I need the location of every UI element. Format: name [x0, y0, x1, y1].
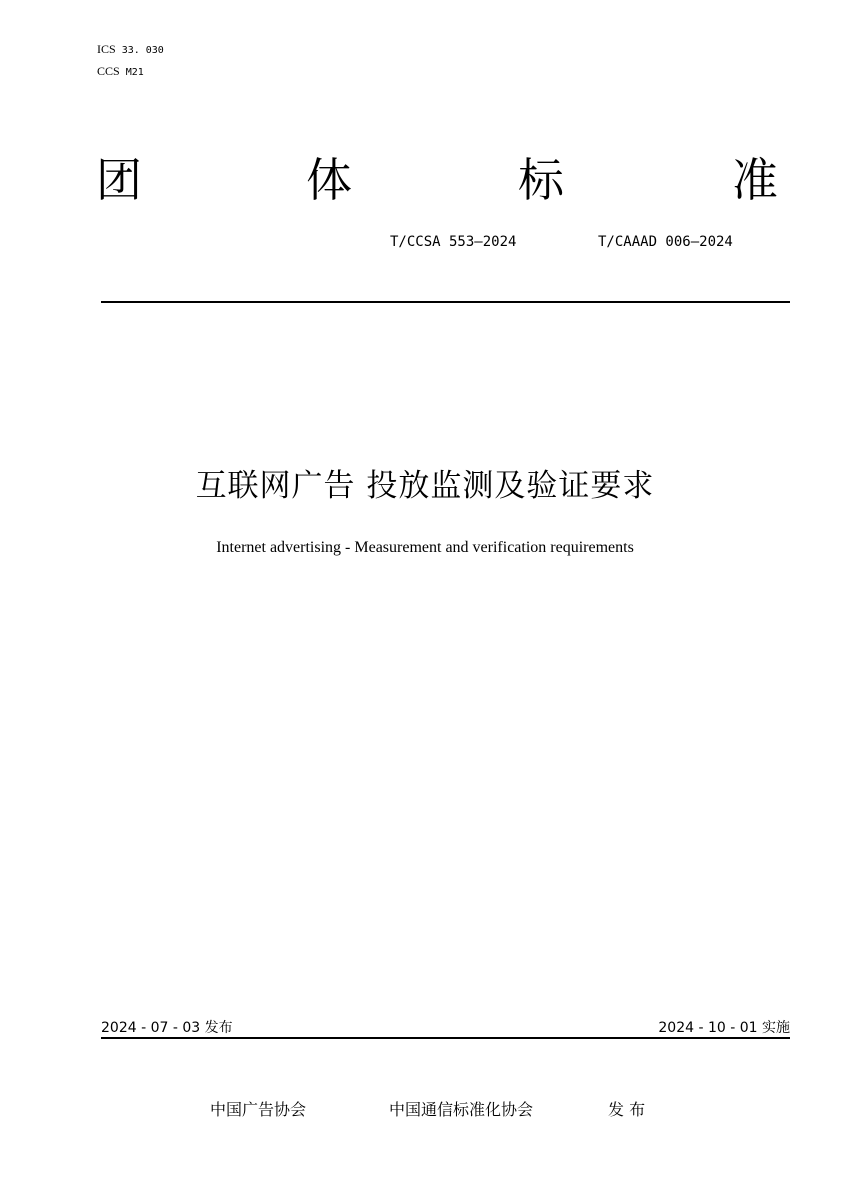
ccs-line	[97, 64, 144, 80]
doc-type-char-4: 准	[732, 153, 778, 207]
title-chinese: 互联网广告 投放监测及验证要求	[195, 468, 655, 504]
doc-type-char-3: 标	[518, 153, 564, 207]
standard-code-ccsa: T/CCSA 553—2024	[390, 234, 517, 250]
title-english: Internet advertising - Measurement and verification requirements	[216, 539, 634, 556]
footer-divider	[101, 1037, 790, 1039]
ccs-label: CCS	[97, 64, 120, 78]
ics-value: 33. 030	[121, 45, 164, 56]
ics-label: ICS	[97, 42, 116, 56]
implementation-date: 2024 - 10 - 01 实施	[658, 1020, 790, 1036]
doc-type-char-1: 团	[96, 153, 142, 207]
publisher-org-1: 中国广告协会	[210, 1100, 307, 1119]
publish-action: 发 布	[608, 1100, 646, 1119]
header-divider	[101, 301, 790, 303]
publisher-org-2: 中国通信标准化协会	[389, 1100, 534, 1119]
release-date: 2024 - 07 - 03 发布	[101, 1020, 233, 1036]
ics-line	[97, 42, 164, 58]
standard-code-caaad: T/CAAAD 006—2024	[598, 234, 733, 250]
ccs-value: M21	[125, 67, 144, 78]
doc-type-char-2: 体	[306, 153, 352, 207]
